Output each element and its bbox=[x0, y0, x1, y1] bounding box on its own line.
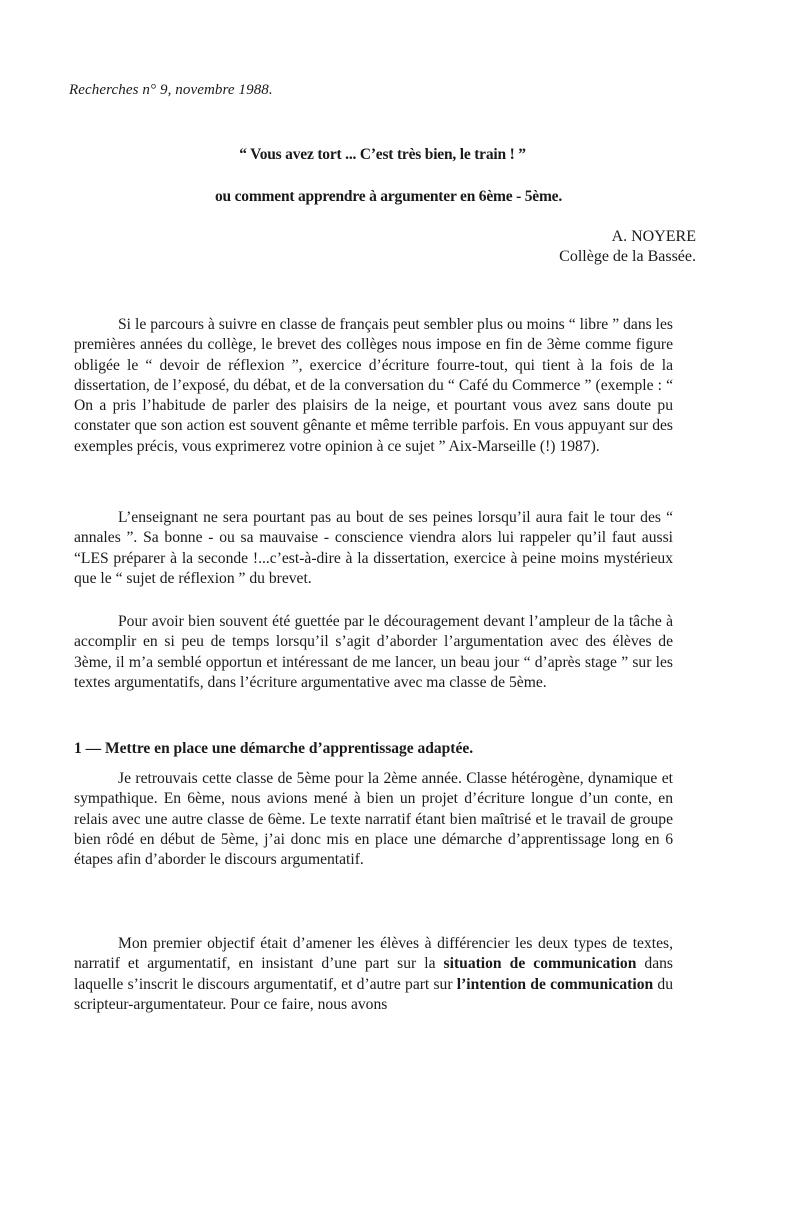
paragraph-2: L’enseignant ne sera pourtant pas au bout de ses peines lorsqu’il aura fait le tour des “ annales ”. Sa bonne - ou sa mauvaise - conscience viendra alors lui rappeler qu’il faut aussi “LES préparer à la seconde !...c’est-à-dire à la dissertation, exercice à peine moins mystérieux que le “ sujet de réflexion ” du brevet. bbox=[74, 509, 673, 587]
author-affiliation: Collège de la Bassée. bbox=[559, 248, 696, 265]
paragraph-5-bold-situation: situation de communication bbox=[443, 955, 637, 973]
paragraph-5-middle: dans laquelle s’inscrit le discours argumentatif, et d’autre part sur bbox=[74, 955, 673, 993]
paragraph-5 bbox=[74, 934, 673, 1015]
section-heading: 1 — Mettre en place une démarche d’apprentissage adaptée. bbox=[74, 740, 474, 757]
paragraph-1: Si le parcours à suivre en classe de français peut sembler plus ou moins “ libre ” dans les premières années du collège, le brevet des collèges nous impose en fin de 3ème comme figure obligée le “ devoir de réflexion ”, exercice d’écriture fourre-tout, qui tient à la fois de la dissertation, de l’exposé, du débat, et de la conversation du “ Café du Commerce ” (exemple : “ On a pris l’habitude de parler des plaisirs de la neige, et pourtant vous avez sans doute pu constater que son action est souvent gênante et même terrible parfois. En vous appuyant sur des exemples précis, vous exprimerez votre opinion à ce sujet ” Aix-Marseille (!) 1987). bbox=[74, 316, 673, 455]
paragraph-5-end: du scripteur-argumentateur. Pour ce faire, nous avons bbox=[74, 975, 673, 1013]
paragraph-5-bold-intention: l’intention de communication bbox=[456, 975, 654, 993]
journal-citation: Recherches n° 9, novembre 1988. bbox=[69, 82, 273, 98]
author-name: A. NOYERE bbox=[611, 228, 696, 245]
paragraph-3: Pour avoir bien souvent été guettée par le découragement devant l’ampleur de la tâche à accomplir en si peu de temps lorsqu’il s’agit d’aborder l’argumentation avec des élèves de 3ème, il m’a semblé opportun et intéressant de me lancer, un beau jour “ d’après stage ” sur les textes argumentatifs, dans l’écriture argumentative avec ma classe de 5ème. bbox=[74, 613, 673, 691]
paragraph-4: Je retrouvais cette classe de 5ème pour la 2ème année. Classe hétérogène, dynamique et sympathique. En 6ème, nous avions mené à bien un projet d’écriture longue d’un conte, en relais avec une autre classe de 6ème. Le texte narratif étant bien maîtrisé et le travail de groupe bien rôdé en début de 5ème, j’ai donc mis en place une démarche d’apprentissage long en 6 étapes afin d’aborder le discours argumentatif. bbox=[74, 770, 673, 869]
article-title: “ Vous avez tort ... C’est très bien, le train ! ” bbox=[239, 146, 526, 163]
article-subtitle: ou comment apprendre à argumenter en 6ème - 5ème. bbox=[214, 188, 563, 205]
paragraph-5-start: Mon premier objectif était d’amener les élèves à différencier les deux types de textes, narratif et argumentatif, en insistant d’une part sur la bbox=[74, 935, 673, 973]
